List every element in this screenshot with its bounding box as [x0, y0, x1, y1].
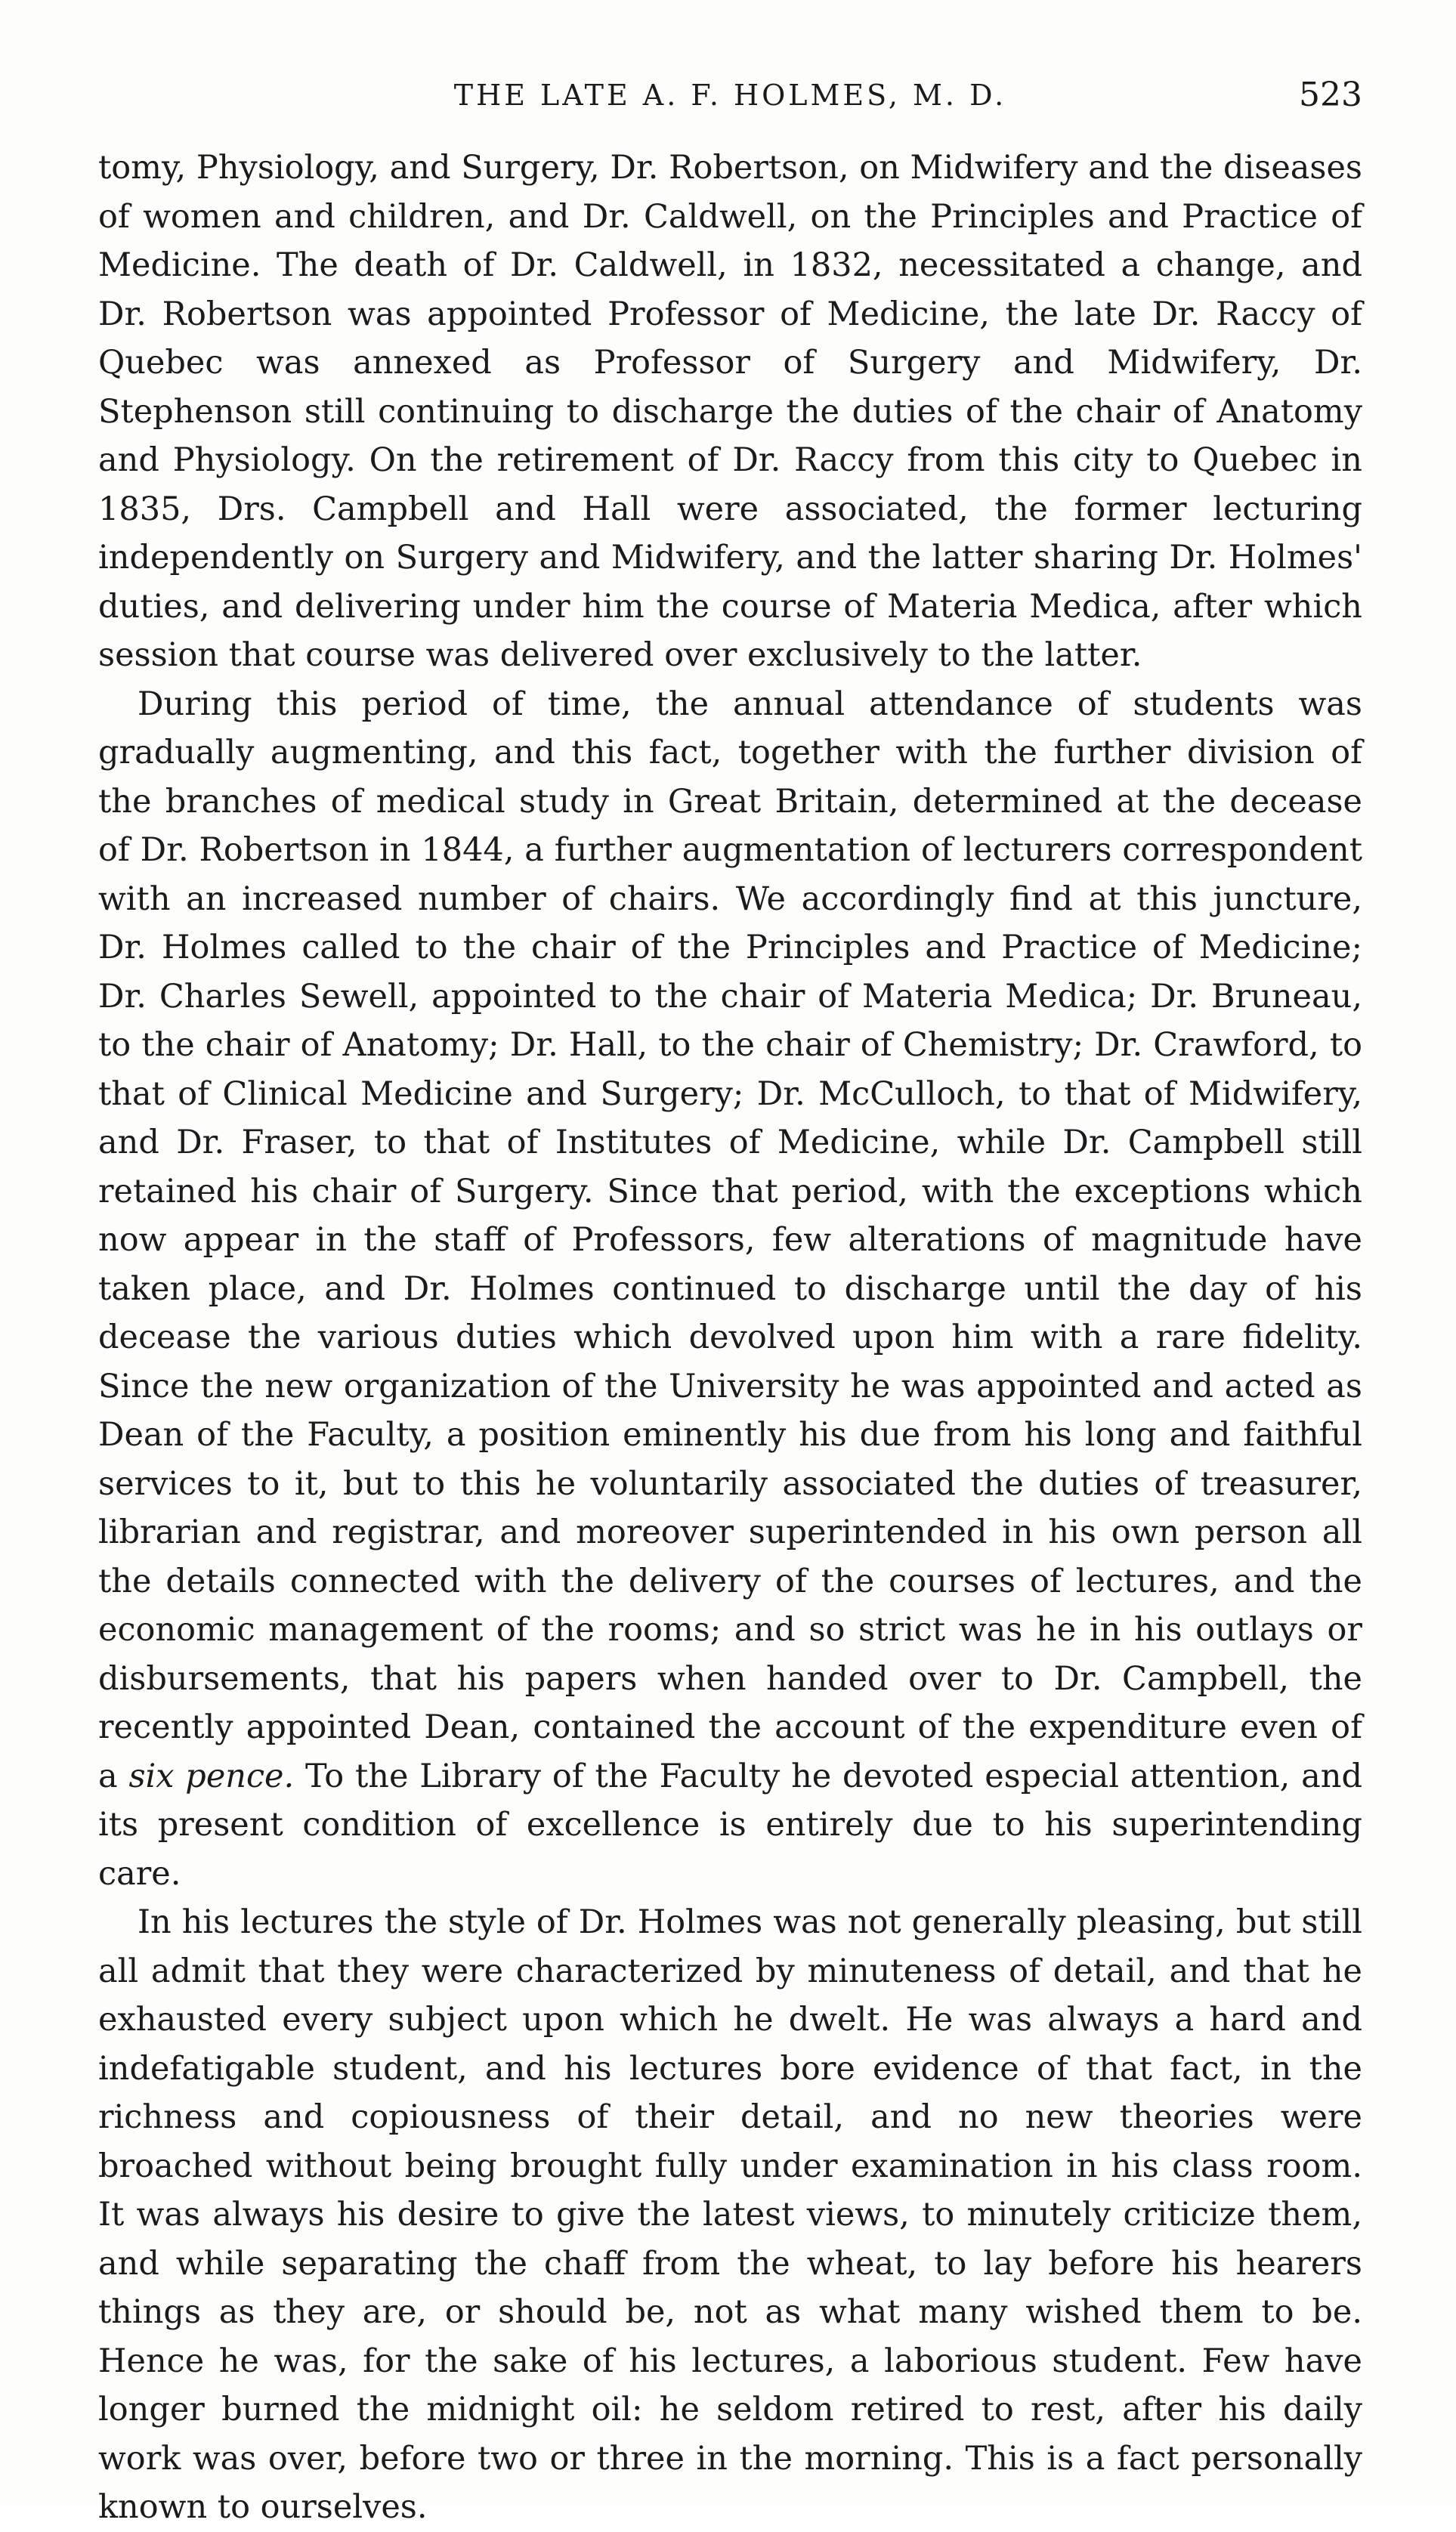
paragraph-2 — [98, 680, 1362, 1899]
page-header — [98, 76, 1362, 121]
running-title: THE LATE A. F. HOLMES, M. D. — [453, 79, 1007, 112]
page-number: 523 — [1299, 76, 1362, 114]
paragraph-2-italic-phrase: six pence. — [128, 1757, 295, 1795]
paragraph-2-text-a: During this period of time, the annual attendance of students was gradually augmenting, and this fact, together with the further division of the branches of medical study in Great Britain, determined at the decease of Dr. Robertson in 1844, a further augmentation of lecturers correspondent with an increased number of chairs. We accordingly find at this juncture, Dr. Holmes called to the chair of the Principles and Practice of Medicine; Dr. Charles Sewell, appointed to the chair of Materia Medica; Dr. Bruneau, to the chair of Anatomy; Dr. Hall, to the chair of Chemistry; Dr. Crawford, to that of Clinical Medicine and Surgery; Dr. McCulloch, to that of Midwifery, and Dr. Fraser, to that of Institutes of Medicine, while Dr. Campbell still retained his chair of Surgery. Since that period, with the exceptions which now appear in the staff of Professors, few alterations of magnitude have taken place, and Dr. Holmes continued to discharge until the day of his decease the various duties which devolved upon him with a rare fidelity. Since the new organization of the University he was appointed and acted as Dean of the Faculty, a position eminently his due from his long and faithful services to it, but to this he voluntarily associated the duties of treasurer, librarian and registrar, and moreover superintended in his own person all the details connected with the delivery of the courses of lectures, and the economic management of the rooms; and so strict was he in his outlays or disbursements, that his papers when handed over to Dr. Campbell, the recently appointed Dean, contained the account of the expenditure even of a — [98, 685, 1362, 1795]
paragraph-2-text-b: To the Library of the Faculty he devoted especial attention, and its present condition of excellence is entirely due to his superintending care. — [98, 1757, 1362, 1893]
paragraph-1: tomy, Physiology, and Surgery, Dr. Robertson, on Midwifery and the diseases of women and children, and Dr. Caldwell, on the Principles and Practice of Medicine. The death of Dr. Caldwell, in 1832, necessitated a change, and Dr. Robertson was appointed Professor of Medicine, the late Dr. Raccy of Quebec was annexed as Professor of Surgery and Midwifery, Dr. Stephenson still continuing to discharge the duties of the chair of Anatomy and Physiology. On the retirement of Dr. Raccy from this city to Quebec in 1835, Drs. Campbell and Hall were associated, the former lecturing independently on Surgery and Midwifery, and the latter sharing Dr. Holmes' duties, and delivering under him the course of Materia Medica, after which session that course was delivered over exclusively to the latter. — [98, 149, 1362, 674]
paragraph-3: In his lectures the style of Dr. Holmes was not generally pleasing, but still all admit that they were characterized by minuteness of detail, and that he exhausted every subject upon which he dwelt. He was always a hard and indefatigable student, and his lectures bore evidence of that fact, in the richness and copiousness of their detail, and no new theories were broached without being brought fully under examination in his class room. It was always his desire to give the latest views, to minutely criticize them, and while separating the chaff from the wheat, to lay before his hearers things as they are, or should be, not as what many wished them to be. Hence he was, for the sake of his lectures, a laborious student. Few have longer burned the midnight oil: he seldom retired to rest, after his daily work was over, before two or three in the morning. This is a fact personally known to ourselves. — [98, 1903, 1362, 2526]
article-body — [98, 144, 1362, 2532]
